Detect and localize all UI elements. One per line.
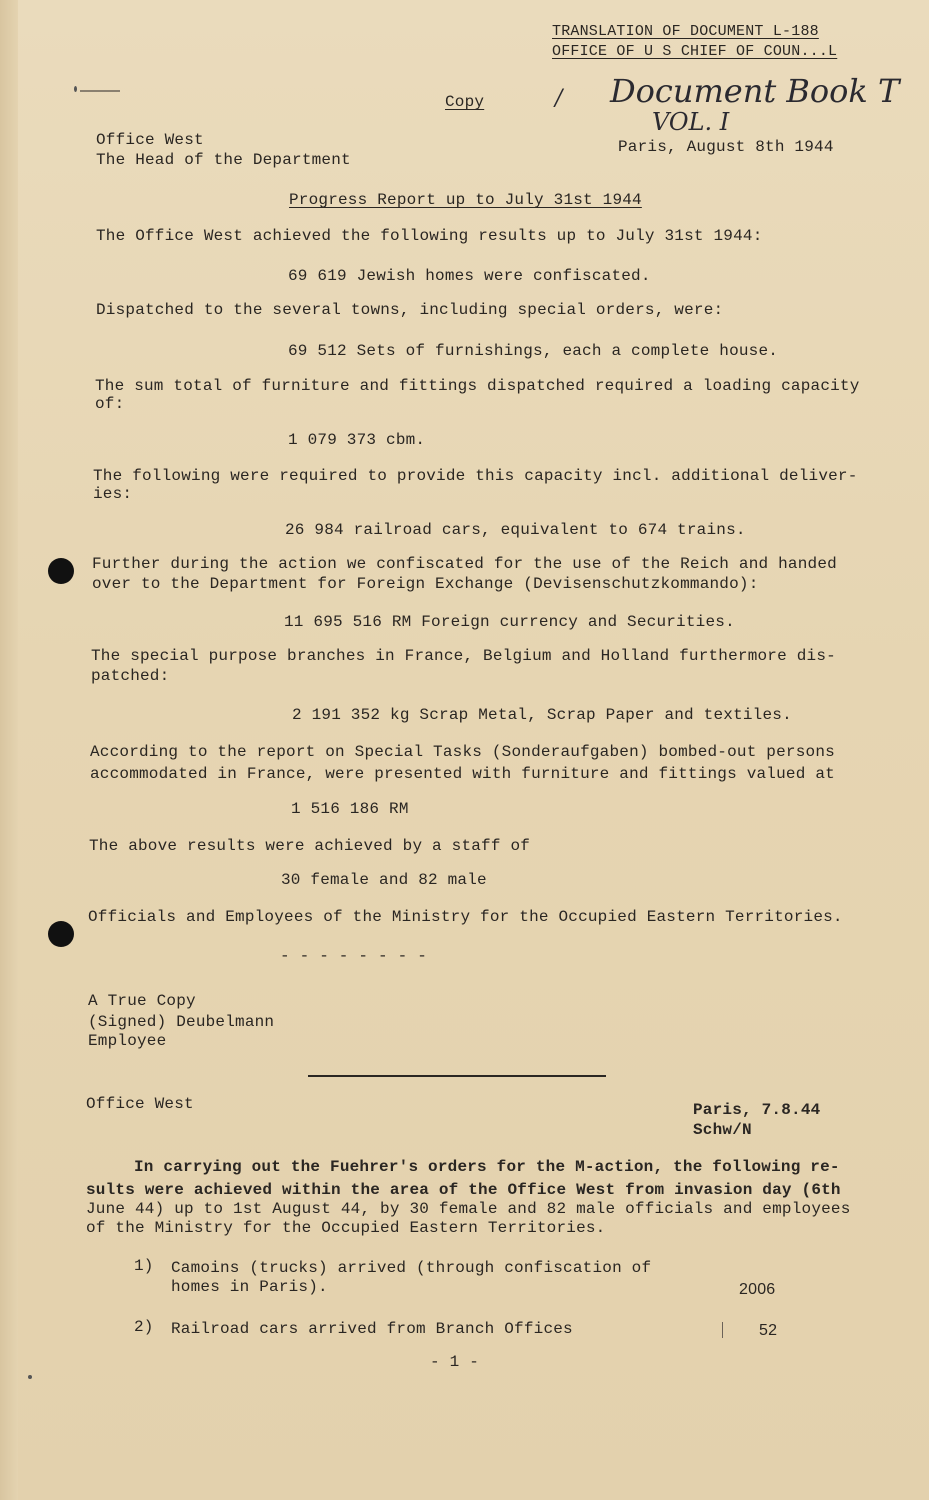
punch-hole-top (48, 558, 74, 584)
stamp-line-1: TRANSLATION OF DOCUMENT L-188 (552, 23, 819, 40)
report-title: Progress Report up to July 31st 1944 (289, 191, 642, 209)
report-paragraph-3a: The sum total of furniture and fittings dispatched required a loading capacity (95, 377, 860, 395)
report-value-7: 1 516 186 RM (291, 800, 409, 818)
report-value-1: 69 619 Jewish homes were confiscated. (288, 267, 651, 285)
handwritten-mark: / (555, 86, 563, 111)
certification-line-1: A True Copy (88, 992, 196, 1010)
report-paragraph-3b: of: (95, 395, 125, 413)
second-intro-line-1: In carrying out the Fuehrer's orders for the M-action, the following re- (134, 1158, 840, 1176)
report-value-6: 2 191 352 kg Scrap Metal, Scrap Paper and textiles. (292, 706, 792, 724)
paper-edge (0, 0, 18, 1500)
report-paragraph-1: The Office West achieved the following results up to July 31st 1944: (96, 227, 763, 245)
place-date: Paris, August 8th 1944 (618, 138, 834, 156)
report-value-3: 1 079 373 cbm. (288, 431, 426, 449)
handwritten-volume: VOL. I (652, 108, 730, 136)
page-number: - 1 - (430, 1353, 480, 1371)
second-office: Office West (86, 1095, 194, 1113)
item-1-text-line-2: homes in Paris). (171, 1278, 328, 1296)
item-1-number: 1) (134, 1257, 154, 1275)
punch-hole-bottom (48, 921, 74, 947)
certification-line-3: Employee (88, 1032, 167, 1050)
second-reference: Schw/N (693, 1121, 752, 1139)
report-paragraph-5b: over to the Department for Foreign Exchange (Devisenschutzkommando): (92, 575, 759, 593)
separator-dashes: - - - - - - - - (280, 947, 428, 965)
second-intro-line-4: of the Ministry for the Occupied Eastern Territories. (86, 1219, 606, 1237)
report-paragraph-8: The above results were achieved by a staff of (89, 837, 531, 855)
smudge-line (80, 90, 120, 92)
section-divider (308, 1075, 606, 1077)
stamp-line-2: OFFICE OF U S CHIEF OF COUN...L (552, 43, 838, 60)
speck (28, 1375, 32, 1379)
report-paragraph-9: Officials and Employees of the Ministry for the Occupied Eastern Territories. (88, 908, 843, 926)
report-paragraph-2: Dispatched to the several towns, including special orders, were: (96, 301, 724, 319)
report-paragraph-6a: The special purpose branches in France, Belgium and Holland furthermore dis- (91, 647, 836, 665)
copy-label: Copy (445, 93, 485, 111)
item-1-text-line-1: Camoins (trucks) arrived (through confiscation of (171, 1259, 652, 1277)
report-value-5: 11 695 516 RM Foreign currency and Securities. (284, 613, 735, 631)
item-2-value: 52 (759, 1322, 778, 1339)
second-intro-line-2: sults were achieved within the area of the Office West from invasion day (6th (86, 1181, 841, 1199)
report-paragraph-4b: ies: (93, 485, 133, 503)
report-value-2: 69 512 Sets of furnishings, each a complete house. (288, 342, 779, 360)
sender-line-2: The Head of the Department (96, 151, 351, 169)
report-paragraph-6b: patched: (91, 667, 170, 685)
sender-line-1: Office West (96, 131, 204, 149)
certification-line-2: (Signed) Deubelmann (88, 1013, 275, 1031)
report-paragraph-7b: accommodated in France, were presented with furniture and fittings valued at (90, 765, 835, 783)
report-paragraph-7a: According to the report on Special Tasks (Sonderaufgaben) bombed-out persons (90, 743, 835, 761)
item-2-text-line-1: Railroad cars arrived from Branch Offices (171, 1320, 573, 1338)
item-1-value: 2006 (739, 1281, 776, 1298)
report-paragraph-5a: Further during the action we confiscated for the use of the Reich and handed (92, 555, 837, 573)
second-intro-line-3: June 44) up to 1st August 44, by 30 female and 82 male officials and employees (86, 1200, 851, 1218)
report-value-4: 26 984 railroad cars, equivalent to 674 trains. (285, 521, 746, 539)
second-place-date: Paris, 7.8.44 (693, 1101, 821, 1119)
item-2-number: 2) (134, 1318, 154, 1336)
item-2-bar (722, 1322, 723, 1338)
report-value-8: 30 female and 82 male (281, 871, 487, 889)
report-paragraph-4a: The following were required to provide this capacity incl. additional deliver- (93, 467, 858, 485)
smudge-mark (74, 86, 77, 92)
handwritten-document-book: Document Book T (610, 72, 900, 110)
